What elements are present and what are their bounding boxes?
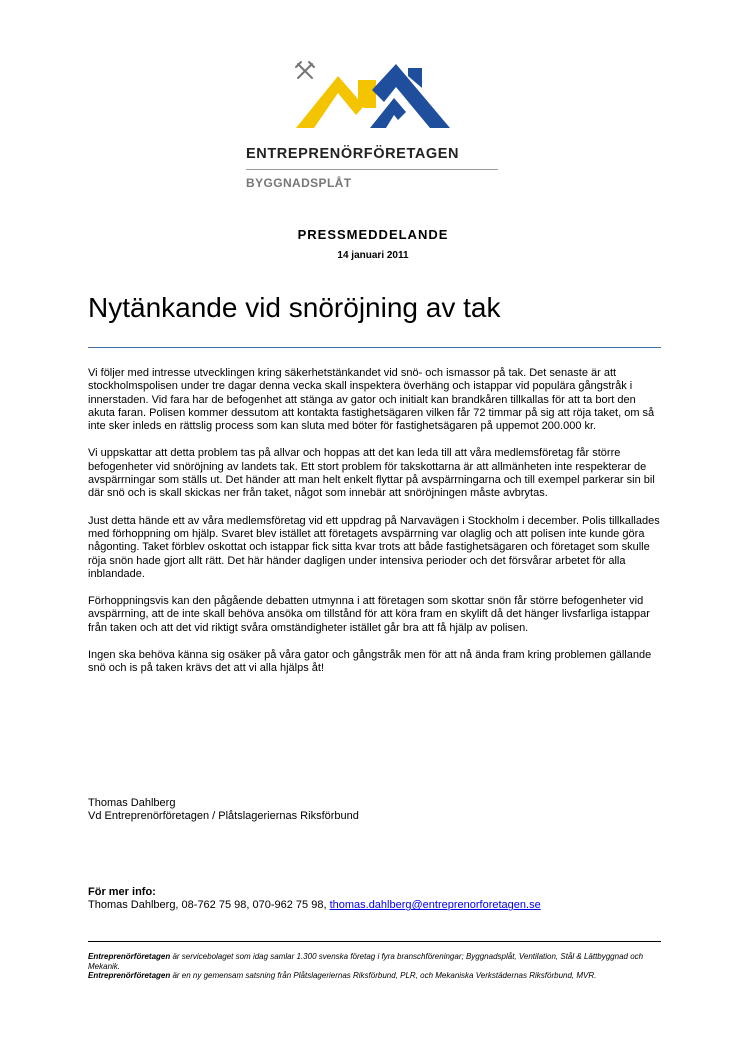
sub-brand: BYGGNADSPLÅT [246, 176, 352, 190]
paragraph: Just detta hände ett av våra medlemsföretag vid ett uppdrag på Narvavägen i Stockholm i december. Polis tillkallades med förhoppning om hjälp. Svaret blev istället att företagets avspärrning var olaglig och att polisen inte kunde göra någonting. Taket förblev oskottat och istappar fick sitta kvar trots att både fastighetsägaren och företaget som skulle röja snön hade gjort allt rätt. Det här händer dagligen under intensiva perioder och det försvårar arbetet för alla inblandade. [88, 514, 660, 580]
brand-name: ENTREPRENÖRFÖRETAGEN [246, 146, 460, 162]
contact-line [88, 899, 668, 912]
contact-heading: För mer info: [88, 886, 156, 898]
signature-name: Thomas Dahlberg [88, 797, 176, 809]
footer-company-name: Entreprenörföretagen [88, 971, 171, 981]
release-date: 14 januari 2011 [337, 250, 409, 261]
crossed-tools-icon [294, 60, 316, 82]
headline: Nytänkande vid snöröjning av tak [88, 292, 501, 323]
brand-divider [246, 169, 498, 170]
signature-block [88, 797, 359, 824]
footer-text: är servicebolaget som idag samlar 1.300 svenska företag i fyra branschföreningar; Byggnadsplåt, Ventilation, Stål & Lättbyggnad och Mekanik. [88, 952, 644, 971]
footer-line [88, 952, 663, 971]
roof-logo-icon [294, 60, 452, 130]
footer-divider [88, 941, 661, 942]
footer [88, 952, 663, 981]
article-body [88, 367, 663, 690]
paragraph: Förhoppningsvis kan den pågående debatten utmynna i att företagen som skottar snön får större befogenheter vid avspärrning, att de inte skall behöva ansöka om tillstånd för att köra fram en skylift då det hänger livsfarliga istappar från taken och att det vid riktigt svåra omständigheter istället går bra att få hjälp av polisen. [88, 595, 650, 634]
press-release-label: PRESSMEDDELANDE [297, 227, 449, 242]
paragraph: Ingen ska behöva känna sig osäker på våra gator och gångstråk men för att nå ända fram kring problemen gällande snö och is på taken krävs det att vi alla hjälps åt! [88, 649, 652, 675]
footer-text: är en ny gemensam satsning från Plåtslageriernas Riksförbund, PLR, och Mekaniska Verkstädernas Riksförbund, MVR. [170, 971, 597, 981]
company-logo [246, 60, 502, 200]
paragraph: Vi uppskattar att detta problem tas på allvar och hoppas att det kan leda till att våra medlemsföretag får större befogenheter vid snöröjning av landets tak. Ett stort problem för takskottarna är att allmänheten inte respekterar de avspärrningar som ställs ut. Det händer att man helt enkelt flyttar på avspärrningarna och till exempel parkerar sin bil där snö och is skall skickas ner från taket, något som innebär att snöröjningen måste avbrytas. [88, 447, 655, 500]
contact-details: Thomas Dahlberg, 08-762 75 98, 070-962 75 98, [88, 899, 330, 912]
paragraph: Vi följer med intresse utvecklingen kring säkerhetstänkandet vid snö- och ismassor på tak. Det senaste är att stockholmspolisen under tre dagar denna vecka skall inspektera överhäng och istappar vid populära gångstråk i innerstaden. Vid fara har de befogenhet att stänga av gator och initialt kan brandkåren tillkallas för att ta bort den akuta faran. Polisen kommer dessutom att kontakta fastighetsägaren vilken får 72 timmar på sig att röja taket, om så inte sker inleds en rättslig process som kan sluta med böter för fastighetsägaren på uppemot 200.000 kr. [88, 367, 655, 433]
signature-title: Vd Entreprenörföretagen / Plåtslageriernas Riksförbund [88, 810, 359, 823]
email-link[interactable]: thomas.dahlberg@entreprenorforetagen.se [329, 899, 541, 912]
contact-block [88, 886, 668, 913]
footer-company-name: Entreprenörföretagen [88, 952, 171, 961]
footer-line [88, 971, 663, 981]
headline-divider [88, 347, 661, 348]
